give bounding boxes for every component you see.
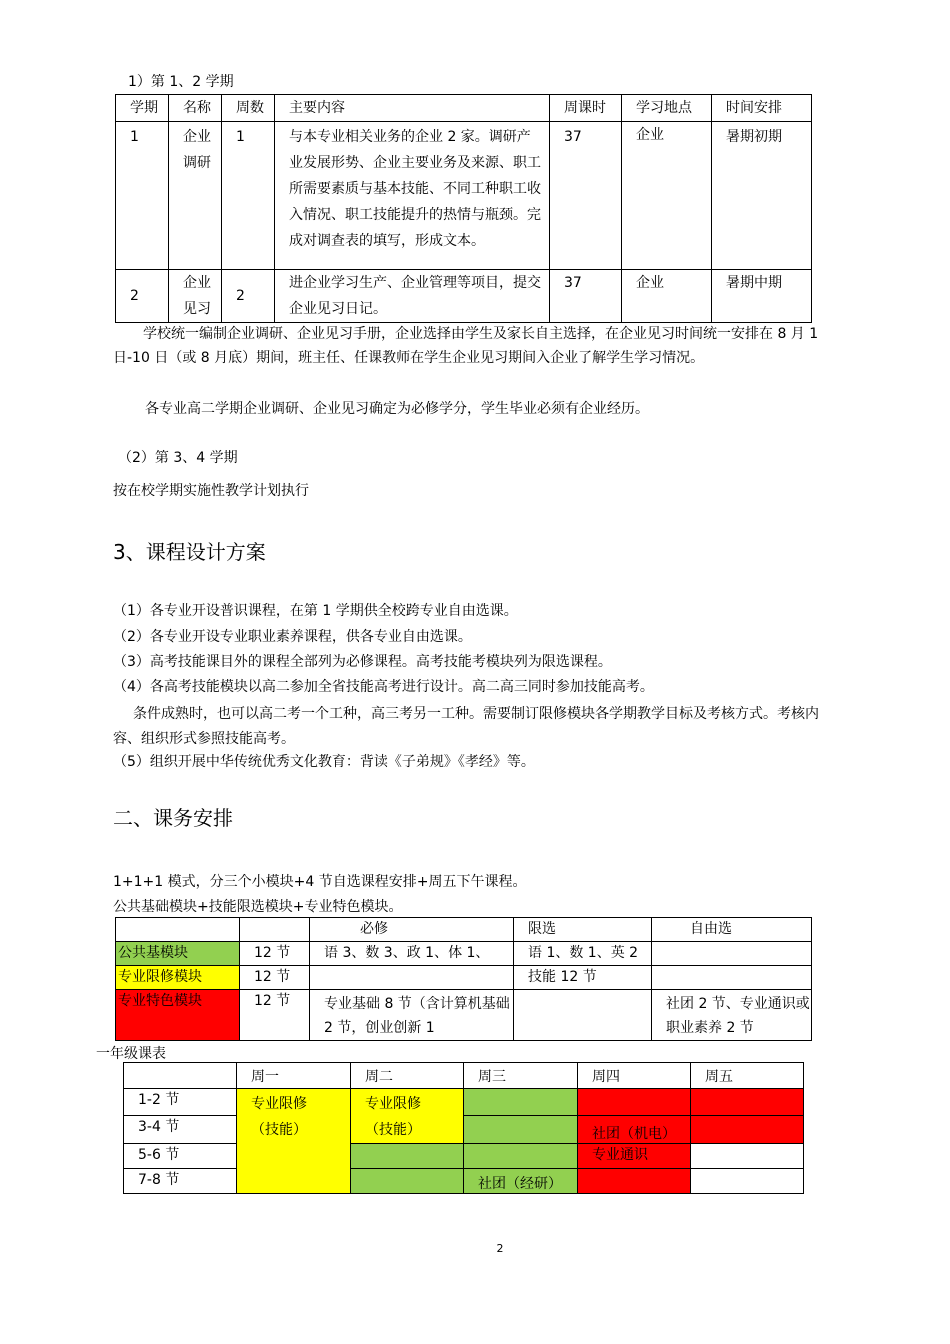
day-header: 周三: [464, 1063, 578, 1089]
schedule-slot: [464, 1115, 578, 1143]
cell: 1: [222, 122, 275, 270]
header-cell: 周课时: [550, 95, 622, 122]
schedule-row: [124, 1089, 804, 1116]
enterprise-table: [115, 94, 812, 323]
module-label: 专业特色模块: [116, 990, 240, 1041]
page-number: 2: [496, 1242, 504, 1255]
thursday-club-label: 社团（机电）: [592, 1126, 676, 1142]
header-cell: [124, 1063, 237, 1089]
schedule-header-row: [124, 1063, 804, 1089]
cell: 1: [116, 122, 169, 270]
table-row: [116, 942, 812, 966]
cell: 语 3、数 3、政 1、体 1、: [310, 942, 514, 966]
tuesday-skill-block: 专业限修（技能）: [351, 1089, 464, 1144]
cell: 37: [550, 122, 622, 270]
header-cell: 限选: [514, 918, 652, 942]
cell: [652, 942, 812, 966]
header-cell: 必修: [310, 918, 514, 942]
schedule-slot: [691, 1089, 804, 1116]
monday-skill-block: 专业限修（技能）: [237, 1089, 351, 1194]
cell: 社团 2 节、专业通识或职业素养 2 节: [652, 990, 812, 1041]
cell: 企业见习: [169, 270, 222, 323]
cell: 进企业学习生产、企业管理等项目，提交企业见习日记。: [275, 270, 550, 323]
list-item: （5）组织开展中华传统优秀文化教育：背读《子弟规》《孝经》等。: [113, 754, 535, 770]
cell: 12 节: [240, 966, 310, 990]
schedule-slot: [691, 1169, 804, 1194]
day-header: 周四: [578, 1063, 691, 1089]
cell: 12 节: [240, 990, 310, 1041]
mode-line: 1+1+1 模式，分三个小模块+4 节自选课程安排+周五下午课程。: [113, 874, 527, 890]
mode-line: 公共基础模块+技能限选模块+专业特色模块。: [113, 899, 403, 915]
header-cell: 自由选: [652, 918, 812, 942]
period-label: 7-8 节: [124, 1169, 237, 1194]
schedule-slot: [578, 1089, 691, 1116]
table-header-row: [116, 918, 812, 942]
cell: 12 节: [240, 942, 310, 966]
thursday-club: [578, 1115, 691, 1143]
schedule-slot: [351, 1144, 464, 1169]
schedule-row: [124, 1144, 804, 1169]
list-item: （4）各高考技能模块以高二参加全省技能高考进行设计。高二高三同时参加技能高考。: [113, 679, 654, 695]
list-item: （1）各专业开设普识课程，在第 1 学期供全校跨专业自由选课。: [113, 603, 518, 619]
section4-heading: 二、课务安排: [113, 806, 233, 830]
day-header: 周一: [237, 1063, 351, 1089]
schedule-slot: [351, 1169, 464, 1194]
cell: 2: [116, 270, 169, 323]
table-row: [116, 990, 812, 1041]
header-cell: 学习地点: [622, 95, 712, 122]
wednesday-club: [464, 1169, 578, 1194]
period-label: 1-2 节: [124, 1089, 237, 1116]
module-label: 专业限修模块: [116, 966, 240, 990]
cell: 与本专业相关业务的企业 2 家。调研产业发展形势、企业主要业务及来源、职工所需要素质与基本技能、不同工种职工收入情况、职工技能提升的热情与瓶颈。完成对调查表的填写，形成文本。: [275, 122, 550, 270]
cell: 2: [222, 270, 275, 323]
module-label: 公共基模块: [116, 942, 240, 966]
cell: 企业调研: [169, 122, 222, 270]
schedule-slot: [691, 1144, 804, 1169]
cell: 37: [550, 270, 622, 323]
header-cell: 周数: [222, 95, 275, 122]
period-label: 3-4 节: [124, 1115, 237, 1143]
cell: 暑期初期: [712, 122, 812, 270]
schedule-slot: [578, 1169, 691, 1194]
header-cell: [240, 918, 310, 942]
cell: 专业基础 8 节（含计算机基础 2 节，创业创新 1: [310, 990, 514, 1041]
table-row: [116, 966, 812, 990]
table-header-row: [116, 95, 812, 122]
schedule-table: [123, 1062, 804, 1194]
section2-text: 按在校学期实施性教学计划执行: [113, 483, 309, 499]
period-label: 5-6 节: [124, 1144, 237, 1169]
schedule-slot: [691, 1115, 804, 1143]
header-cell: 学期: [116, 95, 169, 122]
paragraph-handbook: 学校统一编制企业调研、企业见习手册，企业选择由学生及家长自主选择，在企业见习时间统一安排在 8 月 1 日-10 日（或 8 月底）期间，班主任、任课教师在学生企业见习期间入企业了解学生学习情况。: [113, 326, 819, 366]
cell: 企业: [622, 122, 712, 270]
list-item: （3）高考技能课目外的课程全部列为必修课程。高考技能考模块列为限选课程。: [113, 654, 612, 670]
module-table: [115, 917, 812, 1041]
wednesday-club-label: 社团（经研）: [478, 1176, 562, 1192]
section1-heading: 1）第 1、2 学期: [128, 74, 234, 90]
list-item: （2）各专业开设专业职业素养课程，供各专业自由选课。: [113, 629, 472, 645]
schedule-slot: [464, 1089, 578, 1116]
section3-heading: 3、课程设计方案: [113, 540, 266, 564]
header-cell: 时间安排: [712, 95, 812, 122]
cell: 企业: [622, 270, 712, 323]
cell: [652, 966, 812, 990]
schedule-slot: [464, 1144, 578, 1169]
section2-heading: （2）第 3、4 学期: [118, 450, 238, 466]
schedule-row: [124, 1169, 804, 1194]
cell: [310, 966, 514, 990]
cell: [514, 990, 652, 1041]
table-row: [116, 270, 812, 323]
header-cell: [116, 918, 240, 942]
header-cell: 主要内容: [275, 95, 550, 122]
schedule-title: 一年级课表: [96, 1046, 166, 1062]
thursday-general: 专业通识: [578, 1144, 691, 1169]
day-header: 周二: [351, 1063, 464, 1089]
paragraph-credit: 各专业高二学期企业调研、企业见习确定为必修学分，学生毕业必须有企业经历。: [145, 401, 649, 417]
day-header: 周五: [691, 1063, 804, 1089]
table-row: [116, 122, 812, 270]
cell: 暑期中期: [712, 270, 812, 323]
schedule-row: [124, 1115, 804, 1143]
cell: 技能 12 节: [514, 966, 652, 990]
header-cell: 名称: [169, 95, 222, 122]
cell: 语 1、数 1、英 2: [514, 942, 652, 966]
list-item: 条件成熟时，也可以高二考一个工种，高三考另一工种。需要制订限修模块各学期教学目标及考核方式。考核内容、组织形式参照技能高考。: [113, 706, 819, 747]
